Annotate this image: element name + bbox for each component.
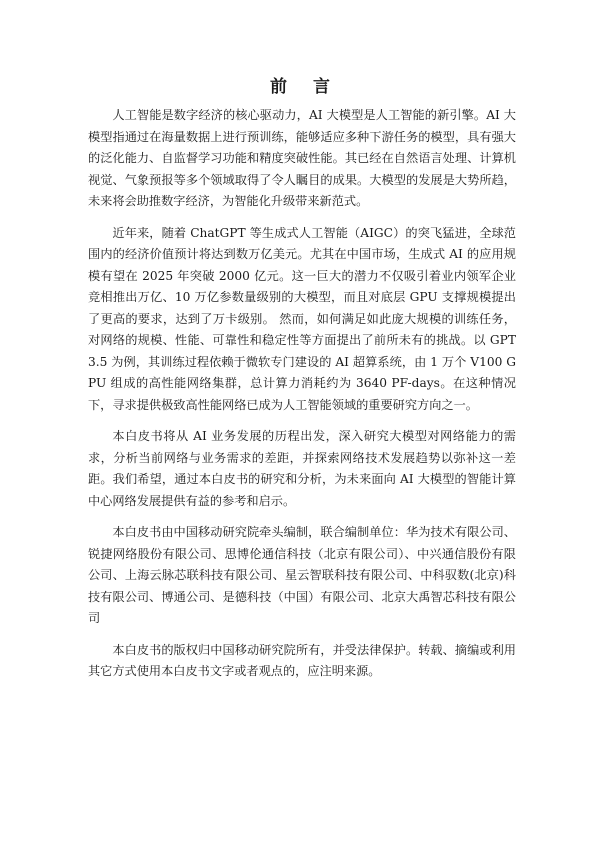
paragraph-copyright: 本白皮书的版权归中国移动研究院所有，并受法律保护。转载、摘编或利用其它方式使用本白皮书文字或者观点的，应注明来源。: [88, 642, 516, 678]
body-text: [88, 105, 516, 693]
paragraph-purpose: 本白皮书将从 AI 业务发展的历程出发，深入研究大模型对网络能力的需求，分析当前网络与业务需求的差距，并探索网络技术发展趋势以弥补这一差距。我们希望，通过本白皮书的研究和分析，为未来面向 AI 大模型的智能计算中心网络发展提供有益的参考和启示。: [88, 429, 516, 508]
paragraph-intro: 人工智能是数字经济的核心驱动力，AI 大模型是人工智能的新引擎。AI 大模型指通过在海量数据上进行预训练，能够适应多种下游任务的模型，具有强大的泛化能力、自监督学习功能和精度突破性能。其已经在自然语言处理、计算机视觉、气象预报等多个领域取得了令人瞩目的成果。大模型的发展是大势所趋，未来将会助推数字经济，为智能化升级带来新范式。: [88, 108, 516, 208]
paragraph-background: 近年来，随着 ChatGPT 等生成式人工智能（AIGC）的突飞猛进，全球范围内的经济价值预计将达到数万亿美元。尤其在中国市场，生成式 AI 的应用规模有望在 2025 年突破 2000 亿元。这一巨大的潜力不仅吸引着业内领军企业竞相推出万亿、10 万亿参数量级别的大模型，而且对底层 GPU 支撑规模提出了更高的要求，达到了万卡级别。 然而，如何满足如此庞大规模的训练任务，对网络的规模、性能、可靠性和稳定性等方面提出了前所未有的挑战。以 GPT3.5 为例，其训练过程依赖于微软专门建设的 AI 超算系统，由 1 万个 V100 GPU 组成的高性能网络集群，总计算力消耗约为 3640 PF-days。在这种情况下，寻求提供极致高性能网络已成为人工智能领域的重要研究方向之一。: [88, 225, 516, 412]
paragraph-contributors: 本白皮书由中国移动研究院牵头编制，联合编制单位：华为技术有限公司、锐捷网络股份有限公司、思博伦通信科技（北京有限公司）、中兴通信股份有限公司、上海云脉芯联科技有限公司、星云智联科技有限公司、中科驭数(北京)科技有限公司、博通公司、是德科技（中国）有限公司、北京大禹智芯科技有限公司: [88, 525, 516, 625]
page-title: 前 言: [270, 77, 340, 97]
